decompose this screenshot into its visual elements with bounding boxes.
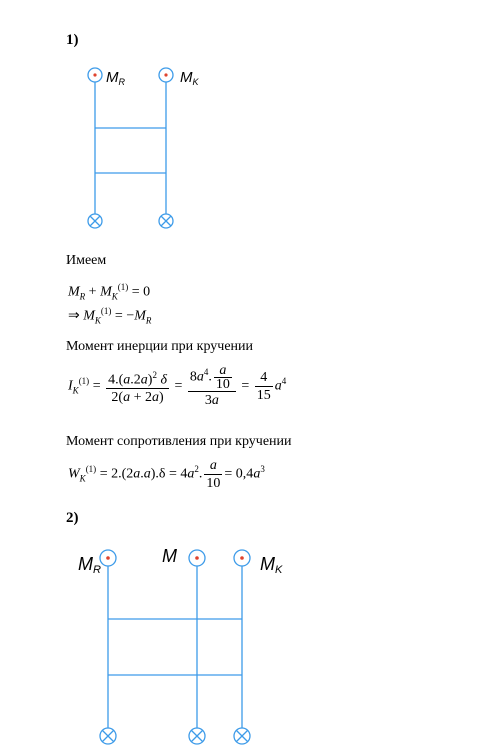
diagram-2 <box>70 540 300 752</box>
cross-icon <box>192 731 203 742</box>
dot-icon <box>106 556 110 560</box>
diagram-1-label-right: $M_K$ <box>180 69 199 87</box>
section-2-number: 2) <box>66 510 79 526</box>
dot-icon <box>164 73 167 76</box>
diagram-1-label-left: $M_R$ <box>106 69 125 87</box>
equation-resistance: $W_K^{(1)} = 2.(2a.a).\delta = 4a^2$. $\frac{a}{10}$ = $0,4a^3$ <box>68 458 265 491</box>
section-1-number: 1) <box>66 32 79 48</box>
dot-icon <box>240 556 244 560</box>
diagram-2-label-left: MR <box>78 554 101 576</box>
cross-icon <box>161 216 171 226</box>
text-inertia-heading: Момент инерции при кручении <box>66 339 254 354</box>
diagram-2-label-right: MK <box>260 554 283 576</box>
cross-icon <box>90 216 100 226</box>
text-resistance-heading: Момент сопротивления при кручении <box>66 434 292 449</box>
equation-1: $M_R + M_K^{(1)} = 0$ <box>68 282 151 302</box>
text-have: Имеем <box>66 253 107 268</box>
cross-icon <box>237 731 248 742</box>
diagram-1 <box>60 56 220 240</box>
equation-inertia: $I_K^{(1)}$ = $\frac{4.(a.2a)^2 \delta}{2(a + 2a)}$ = $8a^4$. $\frac{a}{10}$ 3a = $\frac{4}{15}$ $a^4$ <box>68 363 287 408</box>
cross-icon <box>103 731 114 742</box>
diagram-2-label-mid: M <box>162 546 177 566</box>
equation-2: ⇒ $M_K^{(1)} = -M_R$ <box>68 306 152 326</box>
dot-icon <box>93 73 96 76</box>
dot-icon <box>195 556 199 560</box>
